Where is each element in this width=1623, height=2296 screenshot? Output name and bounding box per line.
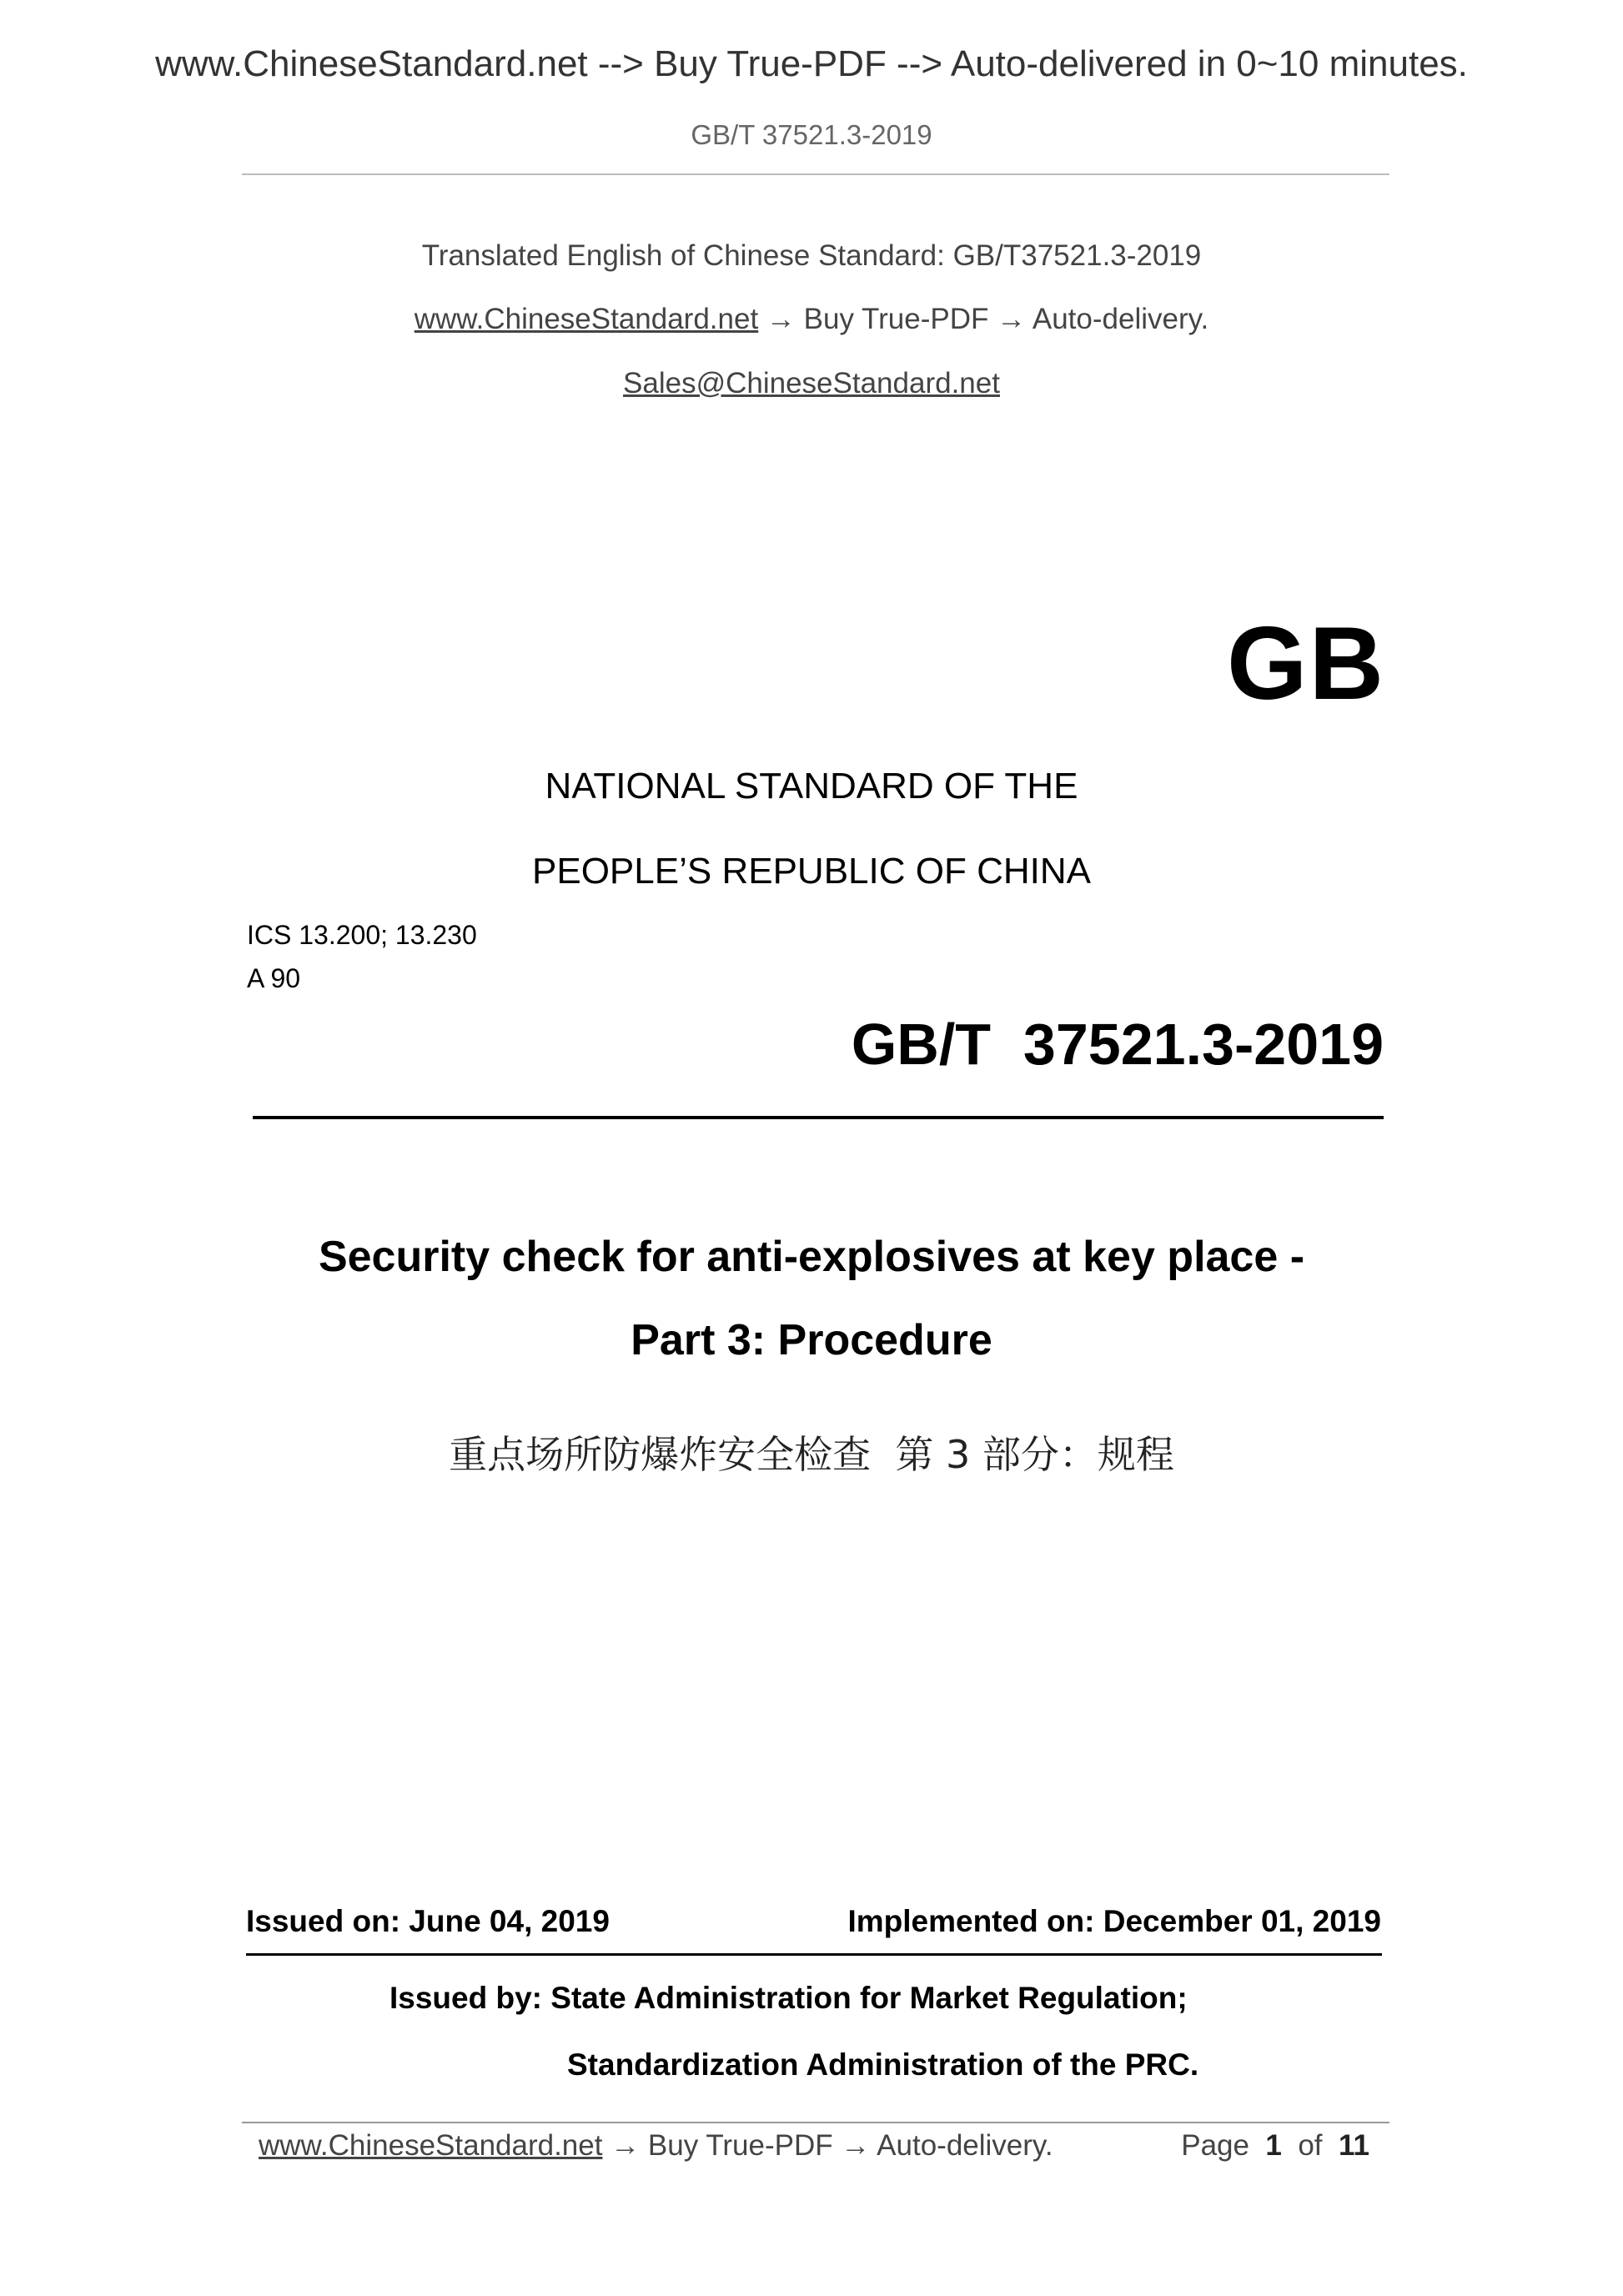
site-link[interactable]: www.ChineseStandard.net [414,303,759,335]
document-title-line1: Security check for anti-explosives at key place - [318,1233,1305,1281]
top-banner: www.ChineseStandard.net --> Buy True-PDF --> Auto-delivered in 0~10 minutes. [155,43,1468,84]
classification-code: A 90 [247,963,301,993]
page-current: 1 [1265,2129,1282,2162]
email-line [0,367,1623,400]
header-divider [242,173,1389,175]
site-link-line [0,303,1623,336]
standard-number: GB/T 37521.3-2019 [851,1012,1384,1077]
footer-site-link[interactable]: www.ChineseStandard.net [259,2129,603,2162]
issuer-line2: Standardization Administration of the PRC. [567,2047,1199,2082]
ics-code: ICS 13.200; 13.230 [247,920,477,950]
dates-divider [246,1953,1382,1956]
footer-site-line [259,2129,1053,2163]
national-standard-line1: NATIONAL STANDARD OF THE [545,766,1078,806]
document-title-line2: Part 3: Procedure [631,1316,992,1364]
translation-notice: Translated English of Chinese Standard: GB/T37521.3-2019 [421,239,1202,272]
page-of: of [1298,2129,1323,2162]
document-title-chinese: 重点场所防爆炸安全检查 第 3 部分：规程 [449,1432,1174,1477]
issued-date: Issued on: June 04, 2019 [246,1904,610,1938]
sales-email-link[interactable]: Sales@ChineseStandard.net [623,367,1000,399]
header-standard-code: GB/T 37521.3-2019 [691,119,932,150]
gb-mark: GB [1227,606,1385,721]
implemented-date: Implemented on: December 01, 2019 [847,1904,1381,1938]
page-label: Page [1181,2129,1249,2162]
page-total: 11 [1339,2129,1369,2162]
issuer-line1: Issued by: State Administration for Market Regulation; [389,1981,1188,2015]
footer-divider [242,2122,1389,2123]
page-indicator [1181,2129,1369,2163]
site-link-suffix: → Buy True-PDF → Auto-delivery. [758,303,1209,335]
national-standard-line2: PEOPLE’S REPUBLIC OF CHINA [532,851,1091,892]
footer-site-suffix: → Buy True-PDF → Auto-delivery. [602,2129,1053,2162]
title-divider [253,1116,1384,1119]
